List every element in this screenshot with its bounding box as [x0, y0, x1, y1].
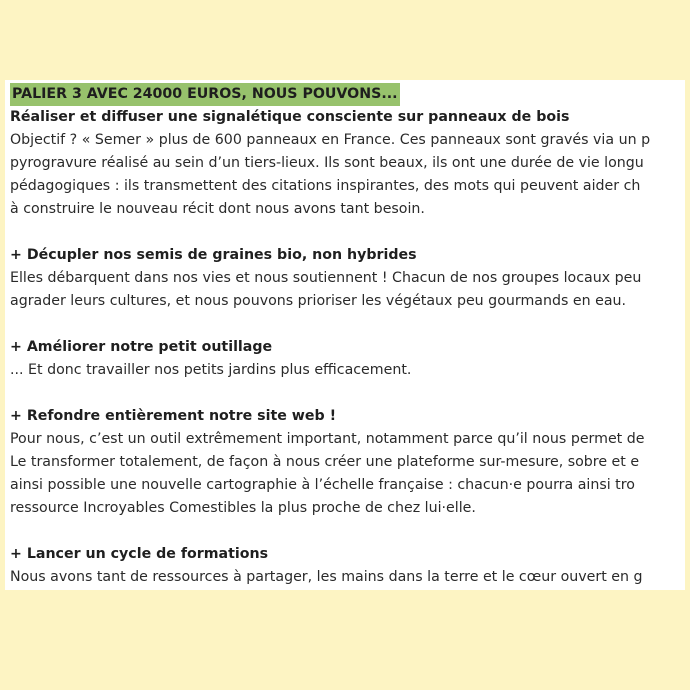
spacer	[10, 221, 685, 244]
section-heading: Réaliser et diffuser une signalétique consciente sur panneaux de bois	[10, 109, 570, 125]
section-heading: + Lancer un cycle de formations	[10, 546, 269, 562]
spacer	[10, 382, 685, 405]
paragraph-line: pyrogravure réalisé au sein d’un tiers-lieux. Ils sont beaux, ils ont une durée de vie longu	[10, 155, 644, 171]
document-body	[10, 83, 685, 589]
tier-title-highlight: PALIER 3 AVEC 24000 EUROS, NOUS POUVONS...	[10, 83, 400, 106]
document-excerpt	[5, 80, 685, 590]
paragraph-line: à construire le nouveau récit dont nous avons tant besoin.	[10, 201, 425, 217]
paragraph-line: Elles débarquent dans nos vies et nous soutiennent ! Chacun de nos groupes locaux peu	[10, 270, 642, 286]
paragraph-line: pédagogiques : ils transmettent des citations inspirantes, des mots qui peuvent aider ch	[10, 178, 641, 194]
spacer	[10, 313, 685, 336]
paragraph-line: ainsi possible une nouvelle cartographie à l’échelle française : chacun·e pourra ainsi tro	[10, 477, 635, 493]
section-heading: + Améliorer notre petit outillage	[10, 339, 273, 355]
paragraph-line: Le transformer totalement, de façon à nous créer une plateforme sur-mesure, sobre et e	[10, 454, 640, 470]
paragraph-line: agrader leurs cultures, et nous pouvons prioriser les végétaux peu gourmands en eau.	[10, 293, 627, 309]
paragraph-line: Objectif ? « Semer » plus de 600 panneaux en France. Ces panneaux sont gravés via un p	[10, 132, 651, 148]
paragraph-line: ressource Incroyables Comestibles la plus proche de chez lui·elle.	[10, 500, 476, 516]
paragraph-line: Pour nous, c’est un outil extrêmement important, notamment parce qu’il nous permet de	[10, 431, 645, 447]
paragraph-line: ... Et donc travailler nos petits jardins plus efficacement.	[10, 362, 412, 378]
spacer	[10, 520, 685, 543]
paragraph-line: Nous avons tant de ressources à partager, les mains dans la terre et le cœur ouvert en g	[10, 569, 643, 585]
section-heading: + Décupler nos semis de graines bio, non hybrides	[10, 247, 417, 263]
section-heading: + Refondre entièrement notre site web !	[10, 408, 337, 424]
